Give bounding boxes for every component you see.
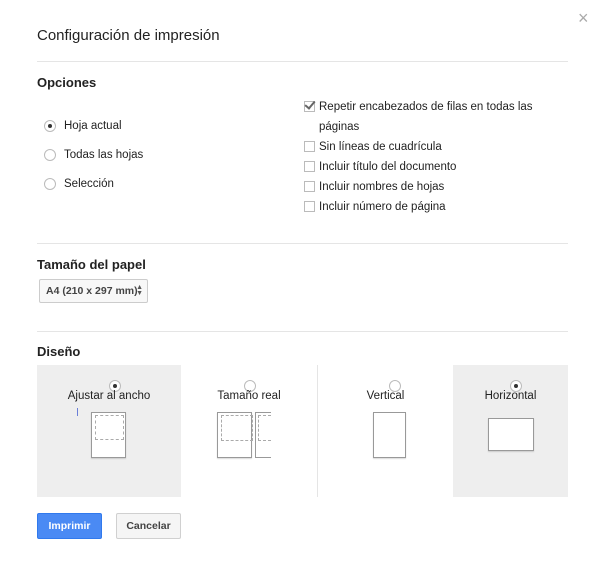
- divider: [37, 243, 568, 244]
- checkbox-include-title[interactable]: [304, 157, 554, 177]
- checkbox-label: Incluir título del documento: [319, 161, 457, 173]
- paper-size-value: A4 (210 x 297 mm): [46, 285, 138, 297]
- checkbox-indicator[interactable]: [304, 161, 315, 172]
- page-preview-icon: [217, 412, 252, 458]
- dialog-title: Configuración de impresión: [37, 27, 220, 44]
- checkbox-indicator[interactable]: [304, 181, 315, 192]
- print-button[interactable]: Imprimir: [37, 513, 102, 539]
- radio-label: Todas las hojas: [64, 149, 144, 161]
- page-content-area: [258, 415, 271, 441]
- page-preview-icon: [91, 412, 126, 458]
- divider: [37, 61, 568, 62]
- checkbox-label: Sin líneas de cuadrícula: [319, 141, 442, 153]
- checkbox-indicator[interactable]: [304, 101, 315, 112]
- checkbox-include-sheet-names[interactable]: [304, 177, 554, 197]
- select-arrows-icon: ▲ ▼: [136, 284, 143, 297]
- option-label: Ajustar al ancho: [67, 390, 151, 402]
- paper-size-select[interactable]: [39, 279, 148, 303]
- checkbox-include-page-number[interactable]: [304, 197, 554, 217]
- landscape-page-icon: [488, 418, 534, 451]
- option-label: Vertical: [366, 390, 405, 402]
- checkbox-indicator[interactable]: [304, 141, 315, 152]
- radio-indicator[interactable]: [44, 149, 56, 161]
- layout-vertical[interactable]: [318, 365, 453, 497]
- checkbox-label: Repetir encabezados de filas en todas las páginas: [319, 101, 533, 133]
- cancel-button[interactable]: Cancelar: [116, 513, 181, 539]
- checkbox-repeat-headers[interactable]: [304, 97, 554, 137]
- radio-current-sheet[interactable]: [44, 120, 122, 132]
- option-label: Tamaño real: [217, 390, 281, 402]
- option-label: Horizontal: [484, 390, 537, 402]
- layout-horizontal[interactable]: [453, 365, 568, 497]
- radio-selection[interactable]: [44, 178, 114, 190]
- checkbox-no-gridlines[interactable]: [304, 137, 554, 157]
- options-heading: Opciones: [37, 75, 97, 90]
- portrait-page-icon: [373, 412, 406, 458]
- text-cursor: [77, 408, 78, 416]
- page-content-area: [221, 415, 253, 441]
- divider: [37, 331, 568, 332]
- radio-label: Selección: [64, 178, 114, 190]
- page-content-area: [95, 415, 124, 440]
- radio-all-sheets[interactable]: [44, 149, 143, 161]
- checkbox-label: Incluir número de página: [319, 201, 446, 213]
- paper-size-heading: Tamaño del papel: [37, 257, 146, 272]
- radio-label: Hoja actual: [64, 120, 122, 132]
- checkbox-label: Incluir nombres de hojas: [319, 181, 445, 193]
- layout-actual-size[interactable]: [181, 365, 317, 497]
- layout-heading: Diseño: [37, 344, 81, 359]
- checkbox-indicator[interactable]: [304, 201, 315, 212]
- layout-fit-to-width[interactable]: [37, 365, 181, 497]
- radio-indicator[interactable]: [44, 178, 56, 190]
- close-icon[interactable]: ×: [578, 8, 589, 28]
- page-preview-icon: [255, 412, 271, 458]
- radio-indicator[interactable]: [44, 120, 56, 132]
